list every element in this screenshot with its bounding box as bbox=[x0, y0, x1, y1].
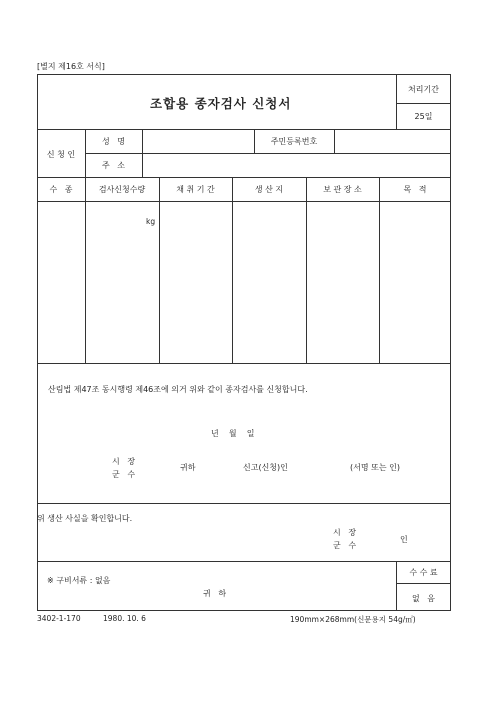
id-number-label: 주민등록번호 bbox=[270, 137, 318, 146]
address-label: 주 소 bbox=[101, 161, 126, 170]
fee-value: 없 음 bbox=[411, 594, 436, 603]
divider bbox=[396, 583, 451, 584]
applicant-seal: 신고(신청)인 bbox=[243, 463, 288, 472]
governor-label: 군 수 bbox=[112, 470, 136, 479]
applicant-label: 신 청 인 bbox=[46, 150, 76, 159]
signature-note: (서명 또는 인) bbox=[350, 463, 400, 472]
id-number-field[interactable] bbox=[335, 130, 450, 152]
form-date: 1980. 10. 6 bbox=[103, 614, 146, 623]
divider bbox=[396, 103, 451, 104]
col-storage: 보 관 장 소 bbox=[323, 185, 362, 194]
processing-value: 25일 bbox=[414, 112, 433, 121]
col-species: 수 종 bbox=[49, 185, 73, 194]
processing-label: 처리기간 bbox=[408, 85, 439, 94]
col-purpose: 목 적 bbox=[403, 185, 427, 194]
divider bbox=[306, 177, 307, 363]
col-quantity: 검사신청수량 bbox=[98, 185, 146, 194]
confirm-mayor-label: 시 장 bbox=[333, 528, 357, 537]
name-field[interactable] bbox=[143, 130, 253, 152]
divider bbox=[37, 561, 451, 562]
name-label: 성 명 bbox=[101, 137, 126, 146]
fee-label: 수 수 료 bbox=[409, 568, 438, 577]
address-field[interactable] bbox=[143, 154, 450, 176]
date-line: 년 월 일 bbox=[211, 429, 255, 438]
divider bbox=[159, 177, 160, 363]
col-origin: 생 산 지 bbox=[254, 185, 284, 194]
paper-spec: 190mm×268mm(신문용지 54g/㎡) bbox=[290, 615, 416, 624]
seal-mark: 인 bbox=[400, 535, 408, 544]
confirmation-text: 위 생산 사실을 확인합니다. bbox=[37, 514, 133, 523]
attachments-note: ※ 구비서류 : 없음 bbox=[47, 576, 111, 585]
divider bbox=[37, 363, 451, 364]
honorific: 귀하 bbox=[180, 463, 196, 472]
divider bbox=[232, 177, 233, 363]
mayor-label: 시 장 bbox=[112, 457, 136, 466]
form-label: [별지 제16호 서식] bbox=[37, 62, 105, 71]
col-collection-period: 채 취 기 간 bbox=[176, 185, 215, 194]
application-statement: 산림법 제47조 동시행령 제46조에 의거 위와 같이 종자검사를 신청합니다. bbox=[48, 385, 308, 394]
divider bbox=[37, 503, 451, 504]
divider bbox=[37, 201, 451, 202]
addressee: 귀 하 bbox=[203, 589, 227, 598]
unit-kg: kg bbox=[146, 217, 156, 226]
divider bbox=[37, 177, 451, 178]
form-title: 조합용 종자검사 신청서 bbox=[150, 96, 292, 111]
form-code: 3402-1-170 bbox=[37, 614, 81, 623]
confirm-governor-label: 군 수 bbox=[333, 541, 357, 550]
divider bbox=[379, 177, 380, 363]
